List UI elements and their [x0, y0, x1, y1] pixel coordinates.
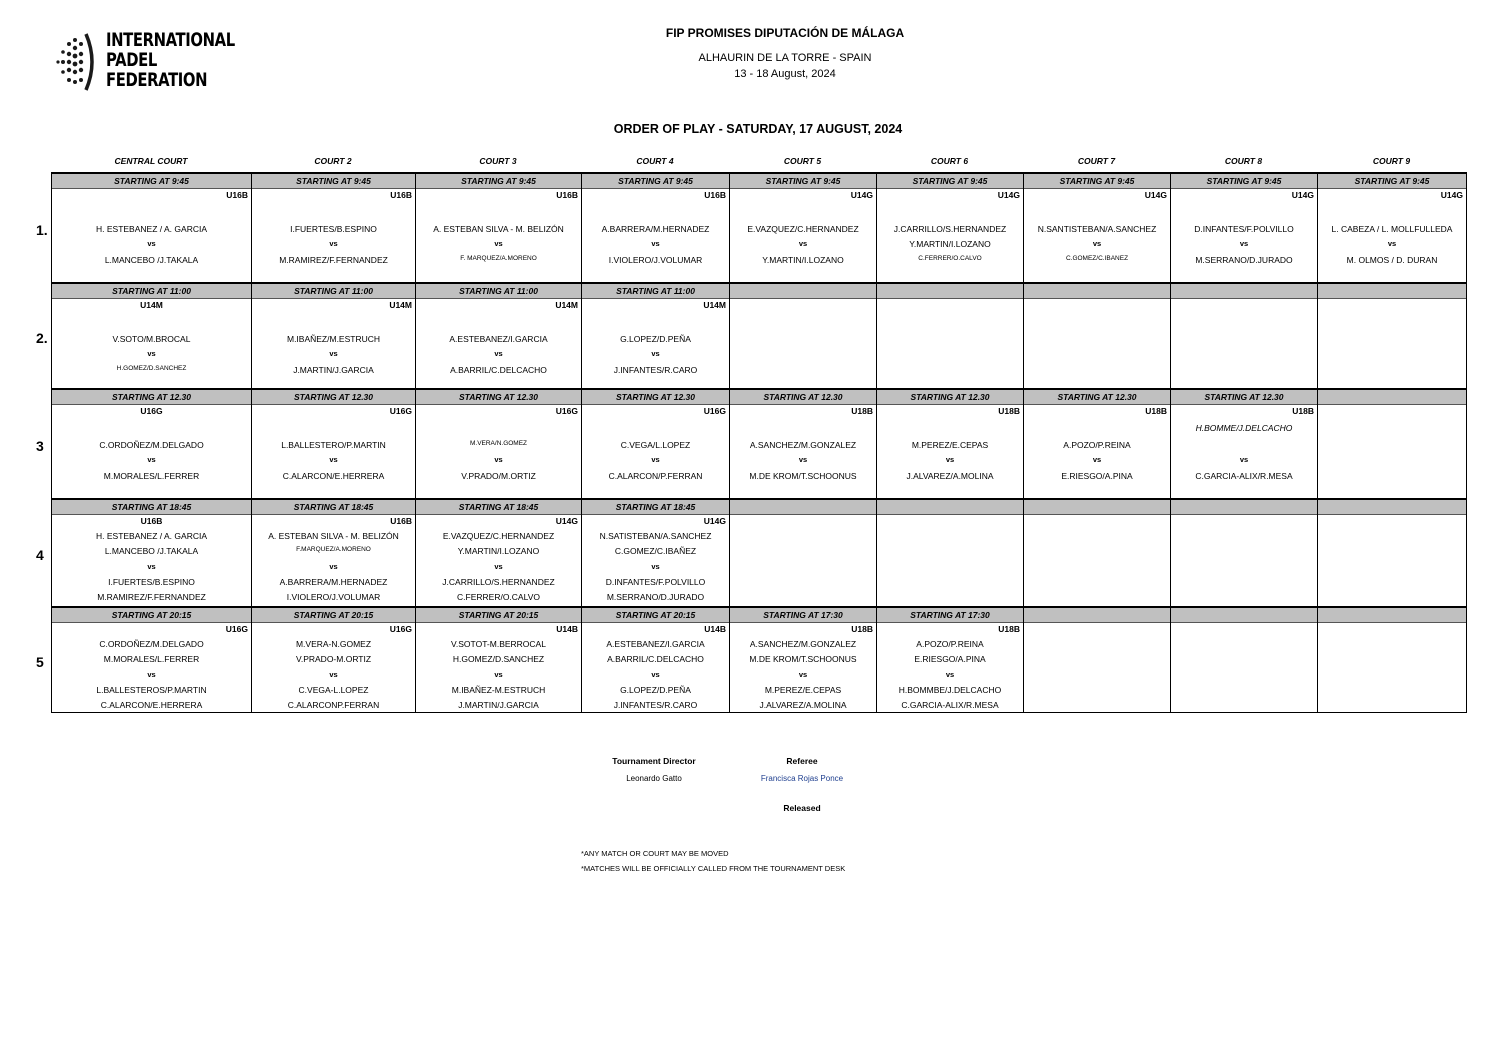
category-label: U14M [703, 300, 726, 310]
ipf-logo [54, 29, 235, 94]
team-line-1: E.VAZQUEZ/C.HERNANDEZ [442, 531, 555, 541]
team-line-4: C.FERRER/O.CALVO [457, 592, 540, 602]
match-cell [52, 607, 252, 713]
note-match-moved: *ANY MATCH OR COURT MAY BE MOVED [581, 849, 729, 858]
match-cell [416, 499, 582, 607]
match-cell [730, 499, 877, 607]
vs-label: vs [147, 455, 156, 464]
vs-label: vs [1239, 239, 1249, 248]
match-cell [1318, 389, 1467, 499]
team-line-2: V.PRADO-M.ORTIZ [295, 654, 372, 664]
schedule-row-5 [52, 607, 1467, 713]
start-time-bar [1318, 608, 1466, 623]
team-2: Y.MARTIN/I.LOZANO [762, 255, 844, 265]
match-cell [877, 283, 1024, 389]
vs-label: vs [945, 455, 955, 464]
vs-label: vs [494, 239, 503, 248]
referee-name: Francisca Rojas Ponce [760, 774, 844, 783]
match-cell [877, 389, 1024, 499]
team-line-4: J.ALVAREZ/A.MOLINA [759, 700, 847, 710]
start-time-bar: STARTING AT 9:45 [416, 174, 581, 189]
match-cell [252, 607, 416, 713]
team-line-4: C.ALARCON/E.HERRERA [100, 700, 203, 710]
team-1: J.CARRILLO/S.HERNANDEZ [893, 224, 1007, 234]
vs-label: vs [329, 455, 338, 464]
court-header-4: COURT 4 [636, 156, 674, 166]
start-time-bar: STARTING AT 17:30 [730, 608, 876, 623]
team-1: G.LOPEZ/D.PEÑA [620, 334, 691, 344]
start-time-bar: STARTING AT 18:45 [52, 500, 251, 515]
match-cell [877, 173, 1024, 283]
start-time-bar: STARTING AT 12.30 [416, 390, 581, 405]
start-time-bar: STARTING AT 11:00 [582, 284, 729, 299]
team-line-2: L.MANCEBO /J.TAKALA [104, 546, 199, 556]
start-time-bar [1318, 500, 1466, 515]
start-time-bar: STARTING AT 20:15 [52, 608, 251, 623]
team-line-1: A.POZO/P.REINA [916, 639, 984, 649]
team-1: M.PEREZ/E.CEPAS [911, 440, 989, 450]
category-label: U14M [140, 300, 163, 310]
category-label: U18B [851, 624, 873, 634]
vs-label: vs [651, 455, 660, 464]
team-line-1: A. ESTEBAN SILVA - M. BELIZÓN [268, 531, 399, 541]
vs-label: vs [651, 239, 660, 248]
match-cell [730, 173, 877, 283]
start-time-bar [730, 284, 876, 299]
court-header-8: COURT 8 [1224, 156, 1263, 166]
vs-label: vs [1387, 239, 1397, 248]
team-line-2: E.RIESGO/A.PINA [914, 654, 986, 664]
tournament-location: ALHAURIN DE LA TORRE - SPAIN [698, 52, 872, 64]
start-time-bar: STARTING AT 9:45 [582, 174, 729, 189]
category-label: U18B [1292, 406, 1314, 416]
category-label: U14G [1291, 190, 1314, 200]
match-cell [252, 499, 416, 607]
team-2: H.GOMEZ/D.SANCHEZ [116, 365, 187, 372]
start-time-bar: STARTING AT 20:15 [416, 608, 581, 623]
vs-label: vs [329, 562, 338, 571]
vs-label: vs [494, 562, 503, 571]
start-time-bar: STARTING AT 11:00 [52, 284, 251, 299]
row-number: 3 [36, 438, 44, 454]
vs-label: Y.MARTIN/I.LOZANO [909, 239, 991, 249]
schedule-row-4 [52, 499, 1467, 607]
start-time-bar: STARTING AT 9:45 [1318, 174, 1466, 189]
match-cell [416, 283, 582, 389]
match-cell [1171, 499, 1318, 607]
category-label: U18B [1145, 406, 1167, 416]
team-1: A.POZO/P.REINA [1063, 440, 1131, 450]
category-label: U14G [555, 516, 578, 526]
director-name: Leonardo Gatto [626, 774, 682, 783]
team-2: I.VIOLERO/J.VOLUMAR [608, 255, 703, 265]
match-cell [877, 607, 1024, 713]
vs-label: vs [945, 670, 955, 679]
category-label: U14G [997, 190, 1020, 200]
category-label: U14G [850, 190, 873, 200]
start-time-bar: STARTING AT 11:00 [416, 284, 581, 299]
start-time-bar [1024, 500, 1170, 515]
team-line-2: C.GOMEZ/C.IBAÑEZ [614, 546, 697, 556]
director-label: Tournament Director [612, 756, 696, 766]
start-time-bar: STARTING AT 20:15 [582, 608, 729, 623]
start-time-bar: STARTING AT 12.30 [877, 390, 1023, 405]
match-cell [1171, 607, 1318, 713]
row-number: 2. [36, 330, 48, 346]
start-time-bar: STARTING AT 12.30 [1024, 390, 1170, 405]
match-cell [1024, 173, 1171, 283]
start-time-bar: STARTING AT 20:15 [252, 608, 415, 623]
match-cell [1024, 607, 1171, 713]
match-cell [730, 283, 877, 389]
start-time-bar: STARTING AT 12.30 [1171, 390, 1317, 405]
match-cell [582, 607, 730, 713]
match-cell [582, 499, 730, 607]
vs-label: vs [329, 670, 338, 679]
match-cell [52, 499, 252, 607]
team-1: M.IBAÑEZ/M.ESTRUCH [286, 334, 381, 344]
vs-label: vs [147, 670, 156, 679]
team-2: C.GOMEZ/C.IBAÑEZ [1065, 255, 1129, 262]
start-time-bar [730, 500, 876, 515]
match-cell [877, 499, 1024, 607]
team-line-4: M.SERRANO/D.JURADO [606, 592, 705, 602]
start-time-bar: STARTING AT 9:45 [730, 174, 876, 189]
team-1: A. ESTEBAN SILVA - M. BELIZÓN [433, 224, 564, 234]
team-line-3: G.LOPEZ/D.PEÑA [620, 685, 691, 695]
team-line-3: J.CARRILLO/S.HERNANDEZ [442, 577, 555, 587]
category-label: U18B [998, 406, 1020, 416]
team-2: C.ALARCON/P.FERRAN [608, 471, 703, 481]
team-line-3: H.BOMMBE/J.DELCACHO [898, 685, 1002, 695]
match-cell [1024, 283, 1171, 389]
category-label: U16G [225, 624, 248, 634]
start-time-bar: STARTING AT 12.30 [52, 390, 251, 405]
category-label: U14G [1144, 190, 1167, 200]
team-1: A.BARRERA/M.HERNADEZ [601, 224, 710, 234]
logo-wordmark [106, 30, 235, 90]
category-label: U14G [703, 516, 726, 526]
category-label: U16B [390, 516, 412, 526]
team-1: C.ORDOÑEZ/M.DELGADO [99, 440, 204, 450]
team-2: L.MANCEBO /J.TAKALA [104, 255, 199, 265]
logo-line-2: PADEL [106, 49, 157, 71]
team-1: E.VAZQUEZ/C.HERNANDEZ [747, 224, 859, 234]
vs-label: vs [1092, 455, 1102, 464]
match-cell [1171, 173, 1318, 283]
start-time-bar: STARTING AT 12.30 [582, 390, 729, 405]
schedule-row-1 [52, 173, 1467, 283]
category-label: U16B [556, 190, 578, 200]
schedule-row-3 [52, 389, 1467, 499]
team-line-1: A.ESTEBANEZ/I.GARCIA [606, 639, 705, 649]
vs-label: vs [798, 455, 808, 464]
court-header-1: CENTRAL COURT [114, 156, 188, 166]
match-cell [252, 389, 416, 499]
team-line-1: V.SOTOT-M.BERROCAL [451, 639, 546, 649]
order-of-play-title: ORDER OF PLAY - SATURDAY, 17 AUGUST, 2024 [613, 122, 903, 136]
team-line-4: I.VIOLERO/J.VOLUMAR [286, 592, 381, 602]
team-1: C.VEGA/L.LOPEZ [620, 440, 691, 450]
team-2: J.ALVAREZ/A.MOLINA [906, 471, 994, 481]
match-cell [582, 173, 730, 283]
match-cell [1024, 389, 1171, 499]
vs-label: vs [651, 562, 660, 571]
team-1: A.ESTEBANEZ/I.GARCIA [449, 334, 548, 344]
logo-line-1: INTERNATIONAL [106, 29, 235, 51]
start-time-bar [1171, 284, 1317, 299]
team-line-3: M.PEREZ/E.CEPAS [764, 685, 842, 695]
court-header-7: COURT 7 [1077, 156, 1116, 166]
start-time-bar: STARTING AT 18:45 [416, 500, 581, 515]
vs-label: vs [494, 670, 503, 679]
team-2: C.FERRER/O.CALVO [918, 255, 982, 262]
team-line-2: F.MARQUEZ/A.MORENO [296, 546, 371, 553]
team-line-1: A.SANCHEZ/M.GONZALEZ [749, 639, 857, 649]
team-line-2: H.GOMEZ/D.SANCHEZ [452, 654, 545, 664]
row-number: 1. [36, 222, 48, 238]
vs-label: vs [651, 349, 660, 358]
court-header-5: COURT 5 [783, 156, 822, 166]
tournament-title: FIP PROMISES DIPUTACIÓN DE MÁLAGA [665, 26, 905, 40]
match-cell [252, 173, 416, 283]
match-cell [1171, 283, 1318, 389]
team-1: D.INFANTES/F.POLVILLO [1194, 224, 1294, 234]
team-2: V.PRADO/M.ORTIZ [461, 471, 536, 481]
team-1: I.FUERTES/B.ESPINO [290, 224, 377, 234]
team-2: J.INFANTES/R.CARO [613, 365, 698, 375]
match-cell [416, 389, 582, 499]
category-label: U16G [140, 406, 163, 416]
team-line-2: M.MORALES/L.FERRER [103, 654, 200, 664]
team-1: V.SOTO/M.BROCAL [112, 334, 191, 344]
start-time-bar: STARTING AT 12.30 [730, 390, 876, 405]
court-header-3: COURT 3 [479, 156, 517, 166]
team-2: M.MORALES/L.FERRER [103, 471, 200, 481]
start-time-bar: STARTING AT 9:45 [252, 174, 415, 189]
court-headers [51, 156, 1466, 168]
row-number: 4 [36, 547, 44, 563]
start-time-bar: STARTING AT 18:45 [252, 500, 415, 515]
team-2: J.MARTIN/J.GARCIA [293, 365, 374, 375]
team-1: A.SANCHEZ/M.GONZALEZ [749, 440, 857, 450]
match-cell [416, 173, 582, 283]
category-label: U14M [555, 300, 578, 310]
team-2: A.BARRIL/C.DELCACHO [450, 365, 547, 375]
category-label: U16B [140, 516, 163, 526]
vs-label: vs [147, 239, 156, 248]
released-label: Released [783, 803, 821, 813]
match-cell [1318, 283, 1467, 389]
team-1: N.SANTISTEBAN/A.SANCHEZ [1037, 224, 1157, 234]
schedule-table [51, 172, 1467, 713]
category-label: U16G [703, 406, 726, 416]
match-cell [1024, 499, 1171, 607]
category-label: U14B [556, 624, 578, 634]
category-label: U16B [390, 190, 412, 200]
match-cell [582, 283, 730, 389]
match-cell [416, 607, 582, 713]
match-cell [252, 283, 416, 389]
row-number: 5 [36, 654, 44, 670]
team-1: M.VERA/N.GOMEZ [469, 440, 528, 447]
category-label: U16G [555, 406, 578, 416]
vs-label: vs [1239, 455, 1249, 464]
start-time-bar [1171, 500, 1317, 515]
team-line-4: C.ALARCONP.FERRAN [287, 700, 380, 710]
start-time-bar [1318, 390, 1466, 405]
start-time-bar [877, 500, 1023, 515]
vs-label: vs [1092, 239, 1102, 248]
referee-label: Referee [786, 756, 818, 766]
vs-label: vs [147, 349, 156, 358]
team-2: C.GARCIA-ALIX/R.MESA [1195, 471, 1293, 481]
start-time-bar [1318, 284, 1466, 299]
team-line-2: Y.MARTIN/I.LOZANO [457, 546, 540, 556]
team-line-3: A.BARRERA/M.HERNADEZ [279, 577, 388, 587]
team-line-4: C.GARCIA-ALIX/R.MESA [901, 700, 999, 710]
schedule-row-2 [52, 283, 1467, 389]
start-time-bar [1024, 284, 1170, 299]
team-2: M. OLMOS / D. DURAN [1346, 255, 1438, 265]
match-cell [1318, 607, 1467, 713]
vs-label: vs [494, 455, 503, 464]
logo-line-3: FEDERATION [106, 69, 208, 91]
team-line-3: C.VEGA-L.LOPEZ [298, 685, 369, 695]
team-2: M.SERRANO/D.JURADO [1195, 255, 1293, 265]
team-1: H. ESTEBANEZ / A. GARCIA [96, 224, 207, 234]
team-line-3: I.FUERTES/B.ESPINO [108, 577, 195, 587]
start-time-bar: STARTING AT 12.30 [252, 390, 415, 405]
category-label: U14B [704, 624, 726, 634]
vs-label: vs [329, 239, 338, 248]
vs-label: vs [329, 349, 338, 358]
vs-label: vs [798, 239, 808, 248]
team-line-4: J.MARTIN/J.GARCIA [458, 700, 539, 710]
start-time-bar [877, 284, 1023, 299]
start-time-bar: STARTING AT 18:45 [582, 500, 729, 515]
start-time-bar: STARTING AT 9:45 [1171, 174, 1317, 189]
start-time-bar: STARTING AT 9:45 [52, 174, 251, 189]
padel-ball-icon [54, 30, 98, 94]
category-label: U18B [851, 406, 873, 416]
note-officially-called: *MATCHES WILL BE OFFICIALLY CALLED FROM THE TOURNAMENT DESK [581, 864, 846, 873]
match-cell [52, 173, 252, 283]
vs-label: vs [651, 670, 660, 679]
team-2: C.ALARCON/E.HERRERA [282, 471, 385, 481]
team-1: L. CABEZA / L. MOLLFULLEDA [1331, 224, 1453, 234]
vs-label: vs [147, 562, 156, 571]
match-cell [730, 607, 877, 713]
start-time-bar [1171, 608, 1317, 623]
start-time-bar: STARTING AT 9:45 [1024, 174, 1170, 189]
start-time-bar [1024, 608, 1170, 623]
category-label: U16B [226, 190, 248, 200]
team-line-1: C.ORDOÑEZ/M.DELGADO [99, 639, 204, 649]
team-line-1: M.VERA-N.GOMEZ [295, 639, 372, 649]
team-line-1: N.SATISTEBAN/A.SANCHEZ [599, 531, 712, 541]
match-cell [52, 389, 252, 499]
match-cell [52, 283, 252, 389]
start-time-bar: STARTING AT 17:30 [877, 608, 1023, 623]
team-line-1: H. ESTEBANEZ / A. GARCIA [96, 531, 207, 541]
category-label: U18B [998, 624, 1020, 634]
category-label: U14M [389, 300, 412, 310]
court-header-2: COURT 2 [314, 156, 352, 166]
team-line-4: M.RAMIREZ/F.FERNANDEZ [97, 592, 206, 602]
team-2: F. MARQUEZ/A.MORENO [460, 255, 537, 262]
match-cell [1318, 173, 1467, 283]
team-line-4: J.INFANTES/R.CARO [613, 700, 698, 710]
category-label: U14G [1440, 190, 1463, 200]
team-line-pre: H.BOMME/J.DELCACHO [1195, 423, 1293, 433]
category-label: U16B [704, 190, 726, 200]
team-line-2: A.BARRIL/C.DELCACHO [607, 654, 704, 664]
category-label: U16G [389, 624, 412, 634]
start-time-bar: STARTING AT 9:45 [877, 174, 1023, 189]
team-2: E.RIESGO/A.PINA [1061, 471, 1133, 481]
match-cell [730, 389, 877, 499]
team-line-3: D.INFANTES/F.POLVILLO [605, 577, 706, 587]
team-line-2: M.DE KROM/T.SCHOONUS [749, 654, 857, 664]
team-line-3: M.IBAÑEZ-M.ESTRUCH [451, 685, 546, 695]
team-line-3: L.BALLESTEROS/P.MARTIN [96, 685, 207, 695]
team-2: M.DE KROM/T.SCHOONUS [749, 471, 857, 481]
vs-label: vs [494, 349, 503, 358]
tournament-dates: 13 - 18 August, 2024 [734, 68, 836, 80]
match-cell [1318, 499, 1467, 607]
category-label: U16G [389, 406, 412, 416]
start-time-bar: STARTING AT 11:00 [252, 284, 415, 299]
court-header-6: COURT 6 [930, 156, 969, 166]
vs-label: vs [798, 670, 808, 679]
team-2: M.RAMIREZ/F.FERNANDEZ [279, 255, 388, 265]
court-header-9: COURT 9 [1372, 156, 1411, 166]
match-cell [582, 389, 730, 499]
match-cell [1171, 389, 1318, 499]
team-1: L.BALLESTERO/P.MARTIN [281, 440, 386, 450]
